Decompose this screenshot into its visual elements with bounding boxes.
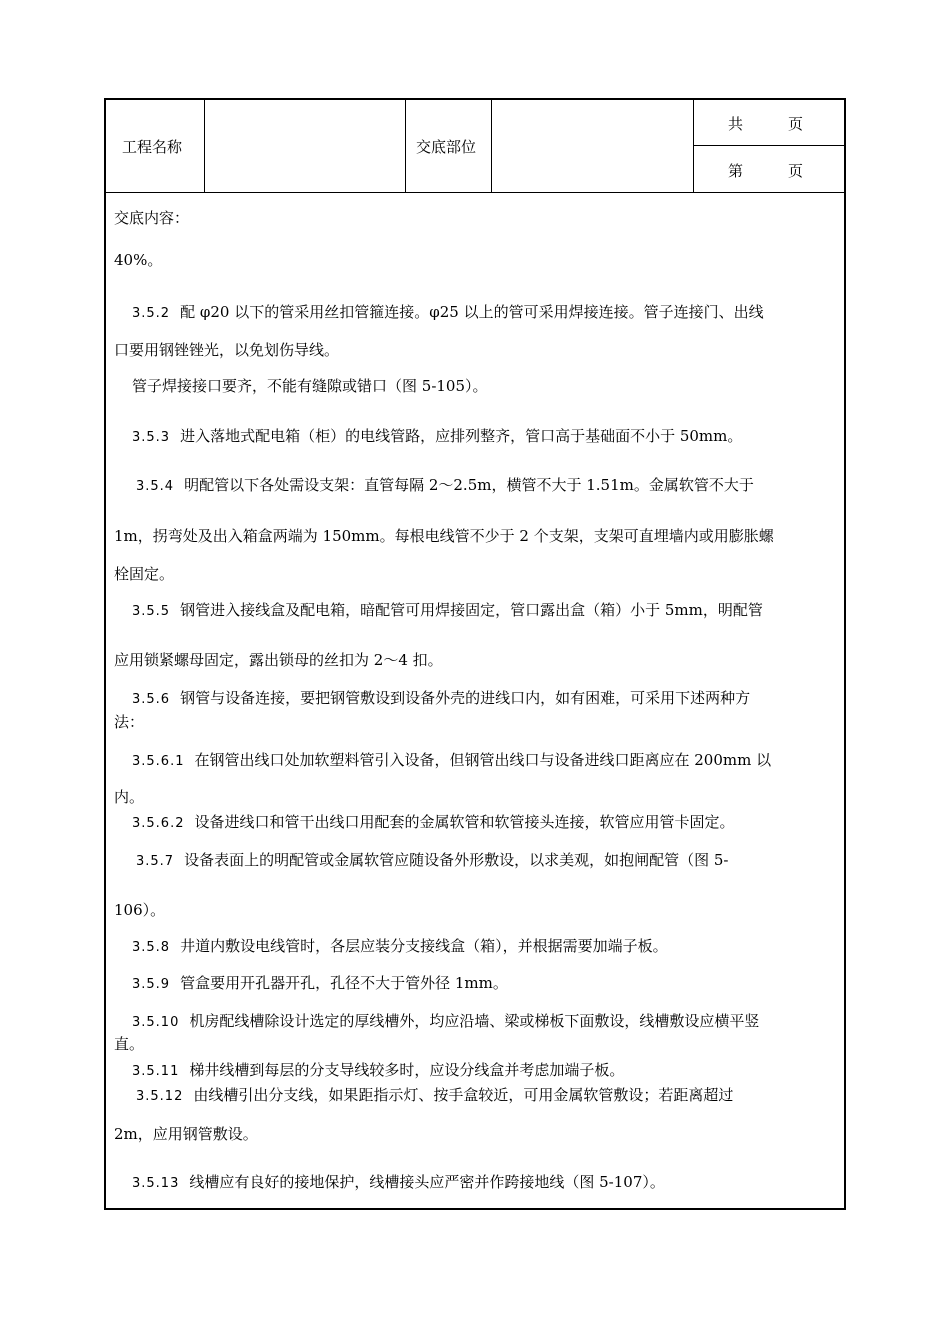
- paragraph-line: 应用锁紧螺母固定，露出锁母的丝扣为 2～4 扣。: [114, 651, 443, 669]
- header-divider: [693, 145, 846, 146]
- paragraph-line: 3.5.10 机房配线槽除设计选定的厚线槽外，均应沿墙、梁或梯板下面敷设，线槽敷设应横平竖: [132, 1012, 760, 1030]
- location-label: 交底部位: [416, 138, 477, 156]
- paragraph-line: 3.5.9 管盒要用开孔器开孔，孔径不大于管外径 1mm。: [132, 974, 508, 992]
- paragraph-line: 3.5.7 设备表面上的明配管或金属软管应随设备外形敷设，以求美观，如抱闸配管（图 5-: [136, 851, 729, 869]
- document-frame: [104, 98, 846, 1210]
- paragraph-line: 直。: [114, 1035, 145, 1053]
- header-divider: [693, 100, 694, 192]
- paragraph-line: 法：: [114, 713, 145, 731]
- paragraph-line: 3.5.13 线槽应有良好的接地保护，线槽接头应严密并作跨接地线（图 5-107）。: [132, 1173, 665, 1191]
- header-table: [106, 100, 844, 193]
- page-number-label: 第 页: [728, 162, 804, 180]
- paragraph-line: 106）。: [114, 901, 166, 919]
- paragraph-line: 3.5.8 井道内敷设电线管时，各层应装分支接线盒（箱），并根据需要加端子板。: [132, 937, 668, 955]
- paragraph-line: 口要用钢锉锉光，以免划伤导线。: [114, 341, 340, 359]
- header-divider: [491, 100, 492, 192]
- paragraph-line: 内。: [114, 788, 145, 806]
- paragraph-line: 3.5.5 钢管进入接线盒及配电箱，暗配管可用焊接固定，管口露出盒（箱）小于 5mm，明配管: [132, 601, 763, 619]
- total-pages-label: 共 页: [728, 115, 804, 133]
- header-divider: [405, 100, 406, 192]
- paragraph-line: 2m，应用钢管敷设。: [114, 1125, 258, 1143]
- project-name-label: 工程名称: [122, 138, 183, 156]
- paragraph-line: 3.5.4 明配管以下各处需设支架：直管每隔 2～2.5m，横管不大于 1.51m。金属软管不大于: [136, 476, 754, 494]
- paragraph-line: 3.5.2 配 φ20 以下的管采用丝扣管箍连接。φ25 以上的管可采用焊接连接。管子连接门、出线: [132, 303, 764, 321]
- paragraph-line: 40%。: [114, 251, 163, 269]
- paragraph-line: 管子焊接接口要齐，不能有缝隙或错口（图 5-105）。: [132, 377, 488, 395]
- paragraph-line: 3.5.12 由线槽引出分支线，如果距指示灯、按手盒较近，可用金属软管敷设；若距离超过: [136, 1086, 734, 1104]
- paragraph-line: 3.5.6 钢管与设备连接，要把钢管敷设到设备外壳的进线口内，如有困难，可采用下述两种方: [132, 689, 751, 707]
- paragraph-line: 3.5.3 进入落地式配电箱（柜）的电线管路，应排列整齐，管口高于基础面不小于 50mm。: [132, 427, 743, 445]
- content-label: 交底内容：: [114, 209, 190, 227]
- paragraph-line: 3.5.6.2 设备进线口和管干出线口用配套的金属软管和软管接头连接，软管应用管卡固定。: [132, 813, 735, 831]
- paragraph-line: 1m，拐弯处及出入箱盒两端为 150mm。每根电线管不少于 2 个支架，支架可直埋墙内或用膨胀螺: [114, 527, 774, 545]
- header-divider: [204, 100, 205, 192]
- paragraph-line: 3.5.11 梯井线槽到每层的分支导线较多时，应设分线盒并考虑加端子板。: [132, 1061, 625, 1079]
- paragraph-line: 3.5.6.1 在钢管出线口处加软塑料管引入设备，但钢管出线口与设备进线口距离应在 200mm 以: [132, 751, 772, 769]
- paragraph-line: 栓固定。: [114, 565, 175, 583]
